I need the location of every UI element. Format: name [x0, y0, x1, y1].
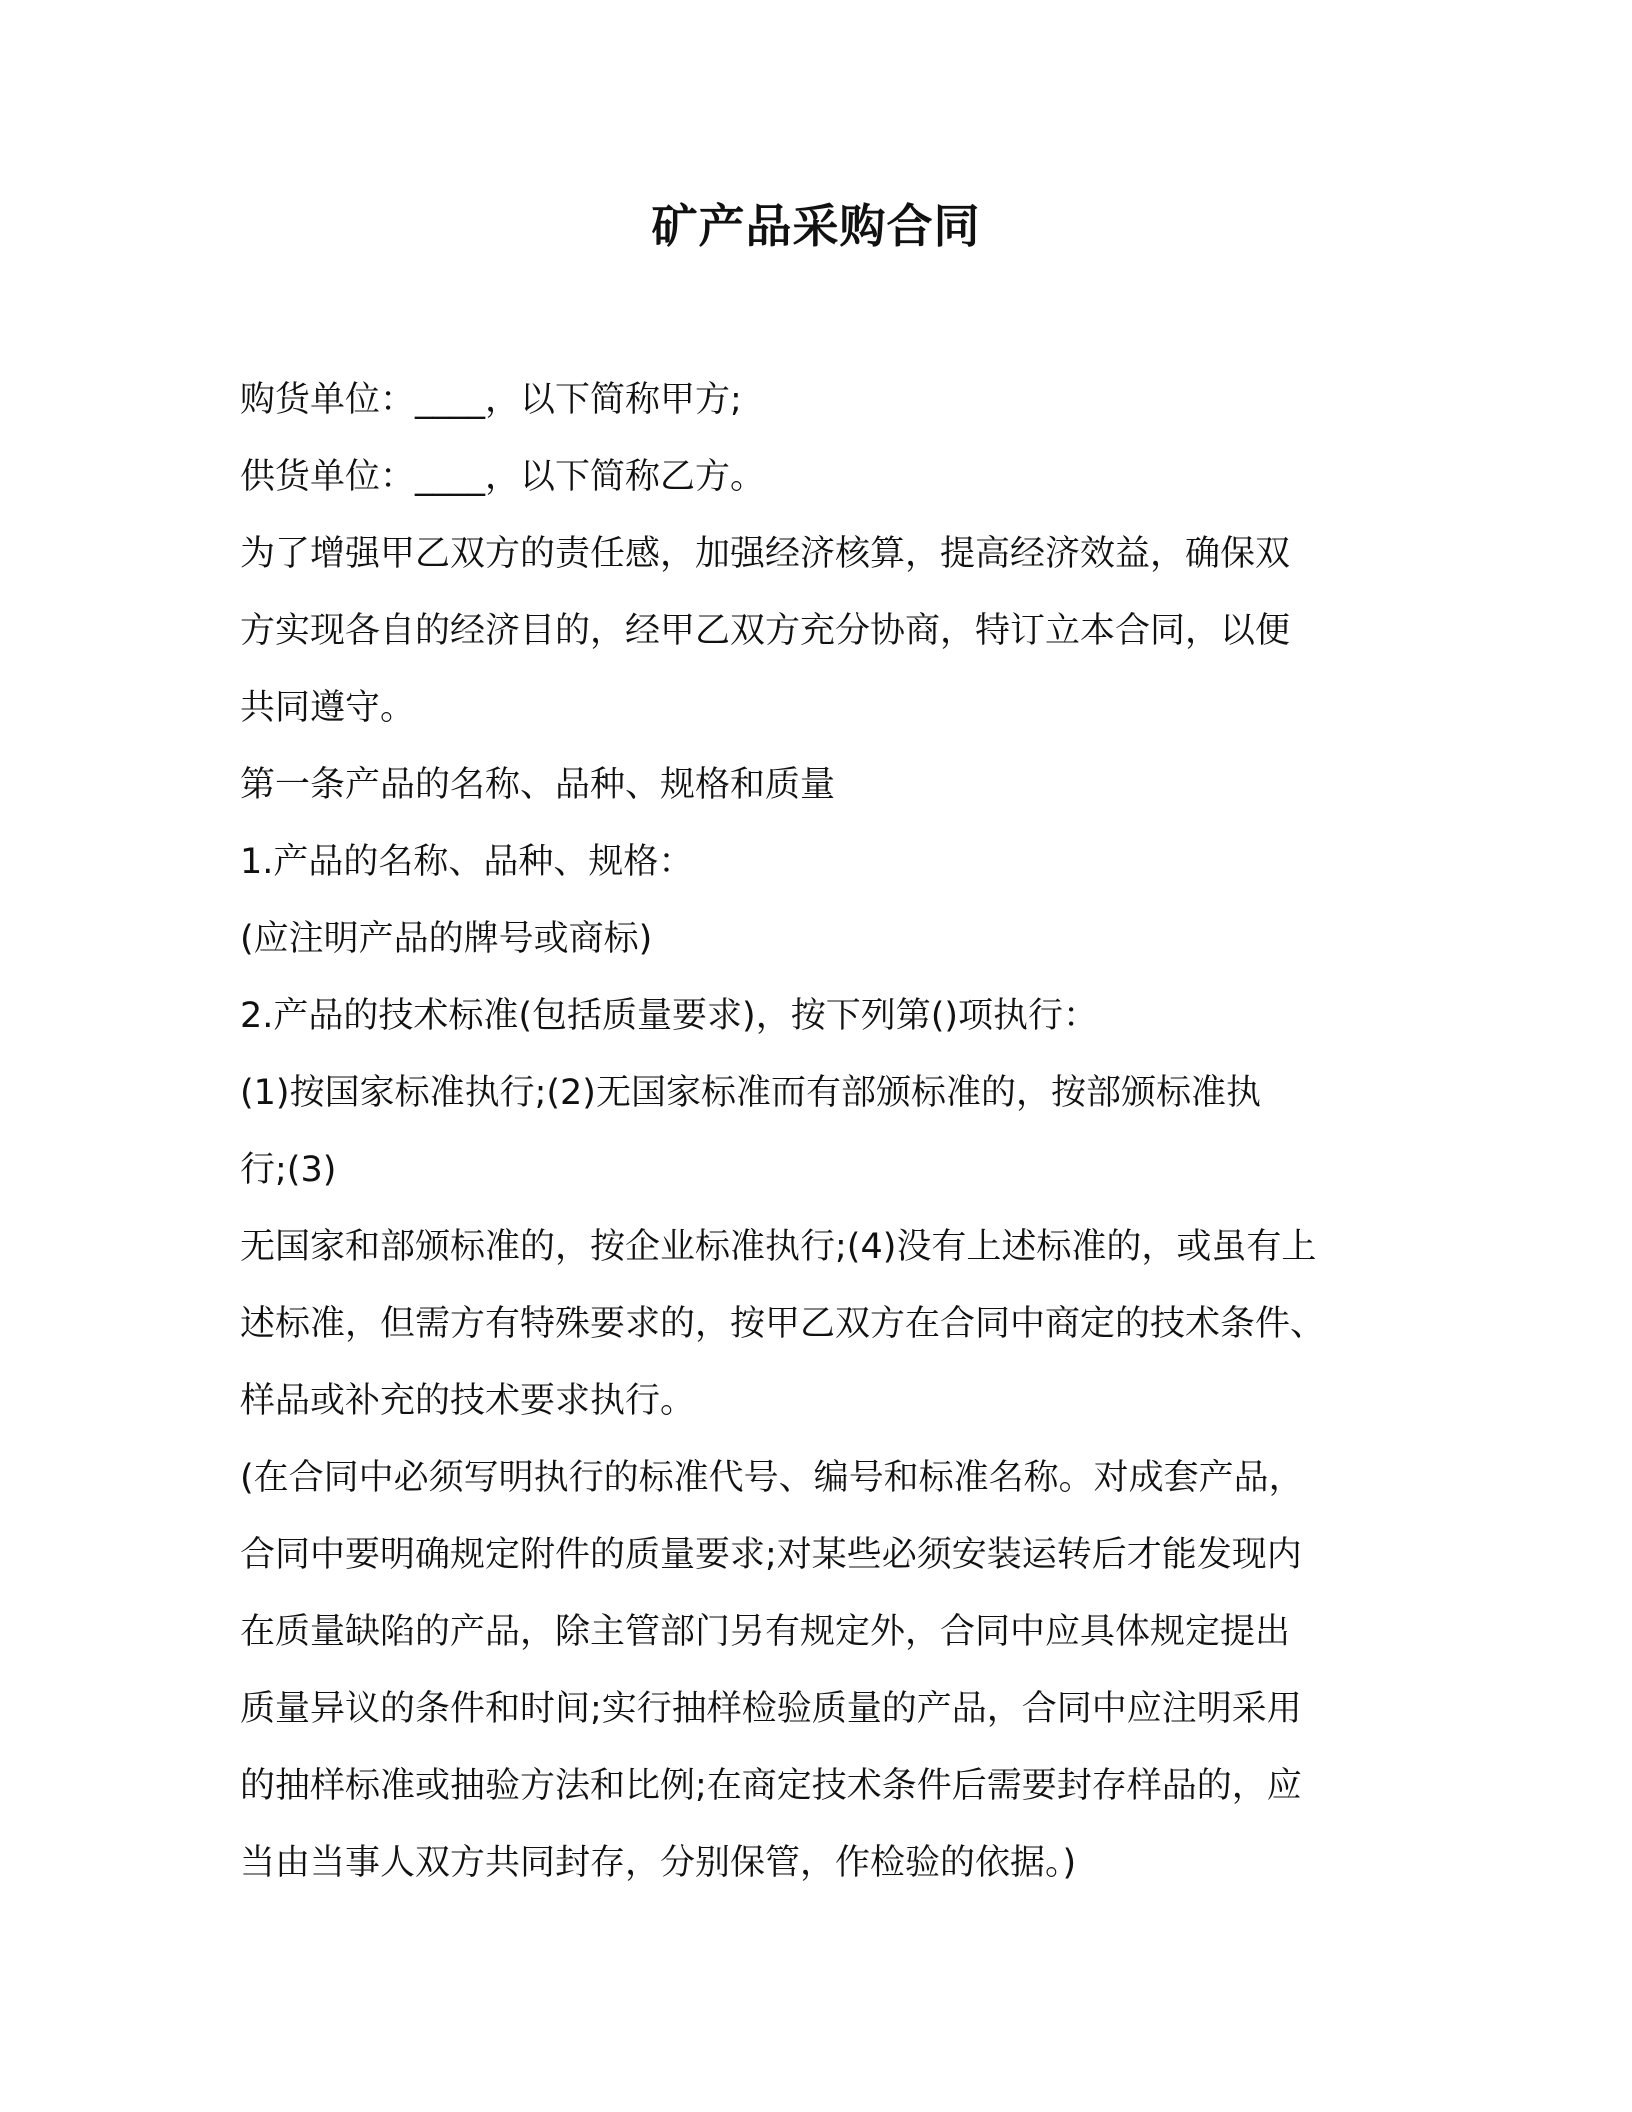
text-line-note-4: 质量异议的条件和时间;实行抽样检验质量的产品，合同中应注明采用 [240, 1689, 1302, 1729]
document-body [240, 362, 1400, 1902]
text-line-standards-5: 样品或补充的技术要求执行。 [240, 1381, 696, 1421]
text-line-buyer: 购货单位：____，以下简称甲方; [240, 380, 742, 420]
text-line-item-2: 2.产品的技术标准(包括质量要求)，按下列第()项执行： [240, 996, 1099, 1036]
text-line-note-1: (在合同中必须写明执行的标准代号、编号和标准名称。对成套产品， [240, 1458, 1304, 1498]
text-line-standards-1: (1)按国家标准执行;(2)无国家标准而有部颁标准的，按部颁标准执 [240, 1073, 1261, 1113]
text-line-supplier: 供货单位：____，以下简称乙方。 [240, 457, 766, 497]
text-line-note-5: 的抽样标准或抽验方法和比例;在商定技术条件后需要封存样品的，应 [240, 1766, 1302, 1806]
text-line-item-1: 1.产品的名称、品种、规格： [240, 842, 694, 882]
text-line-note-6: 当由当事人双方共同封存，分别保管，作检验的依据。) [240, 1843, 1077, 1883]
text-line-preamble-2: 方实现各自的经济目的，经甲乙双方充分协商，特订立本合同，以便 [240, 611, 1291, 651]
article-heading-1: 第一条产品的名称、品种、规格和质量 [240, 765, 836, 805]
text-line-item-1-note: (应注明产品的牌号或商标) [240, 919, 653, 959]
text-line-preamble-3: 共同遵守。 [240, 688, 416, 728]
text-line-standards-2: 行;(3) [240, 1150, 337, 1190]
text-line-note-2: 合同中要明确规定附件的质量要求;对某些必须安装运转后才能发现内 [240, 1535, 1302, 1575]
document-title: 矿产品采购合同 [651, 199, 981, 253]
text-line-standards-3: 无国家和部颁标准的，按企业标准执行;(4)没有上述标准的，或虽有上 [240, 1227, 1317, 1267]
text-line-preamble-1: 为了增强甲乙双方的责任感，加强经济核算，提高经济效益，确保双 [240, 534, 1291, 574]
text-line-standards-4: 述标准，但需方有特殊要求的，按甲乙双方在合同中商定的技术条件、 [240, 1304, 1326, 1344]
text-line-note-3: 在质量缺陷的产品，除主管部门另有规定外，合同中应具体规定提出 [240, 1612, 1291, 1652]
